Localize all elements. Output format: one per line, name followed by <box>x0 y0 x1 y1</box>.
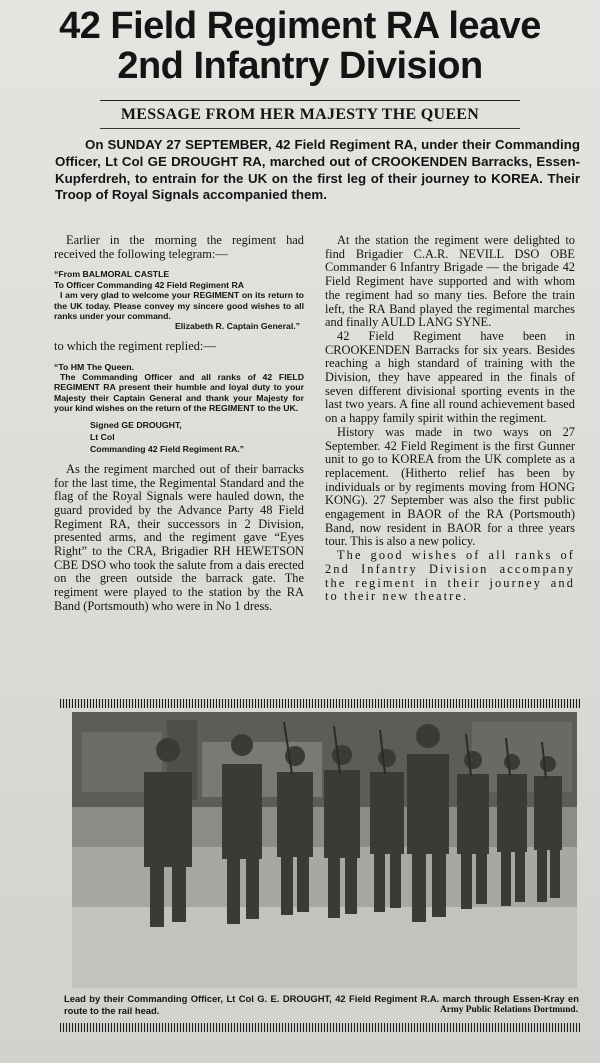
photo-credit: Army Public Relations Dortmund. <box>439 1005 578 1015</box>
photo-border-top <box>60 699 580 708</box>
telegram-from-queen <box>54 269 304 331</box>
subheading-rule <box>100 128 520 129</box>
paragraph: As the regiment marched out of their barracks for the last time, the Regimental Standard and the flag of the Royal Signals were hauled down, the guard provided by the Advance Party 48 Field Regiment RA, their successors in 2 Division, presented arms, and the regiment gave “Eyes Right” to the CRA, Brigadier RH HEWETSON CBE DSO who took the salute from a dais erected on the green outside the barrack gate. The regiment were played to the station by the RA Band (Portsmouth) who were in No 1 dress. <box>54 461 304 613</box>
subheading: MESSAGE FROM HER MAJESTY THE QUEEN <box>120 106 480 123</box>
headline-rule <box>100 100 520 101</box>
left-column <box>54 234 304 614</box>
telegram-line: “To HM The Queen. <box>54 361 134 372</box>
telegram-reply <box>54 362 304 455</box>
paragraph: History was made in two ways on 27 September. 42 Field Regiment is the first Gunner unit to go to KOREA from the UK complete as a replacement. (Hitherto relief has been by individuals or by regiments moving from HONG KONG). 27 September was also the first public engagement in BAOR of the RA (Portsmouth) Band, now resident in BAOR for a three years tour. This is also a new policy. <box>325 424 575 549</box>
telegram-signature: Signed GE DROUGHT, <box>90 419 182 430</box>
photo-caption: Lead by their Commanding Officer, Lt Col G. E. DROUGHT, 42 Field Regiment R.A. march through Essen-Kray en route to the rail head. <box>64 993 579 1016</box>
paragraph: The good wishes of all ranks of 2nd Infantry Division accompany the regiment in their journey and to their new theatre. <box>325 548 575 604</box>
photo-illustration <box>72 712 577 988</box>
photo-marching-soldiers <box>72 712 577 988</box>
telegram-body: The Commanding Officer and all ranks of 42 FIELD REGIMENT RA present their humble and loyal duty to your Majesty their Captain General and thank your Majesty for your kind wishes on the return of the REGIMENT to the UK. <box>54 371 304 414</box>
photo-border-bottom <box>60 1023 580 1032</box>
telegram-signature: Lt Col <box>90 431 115 442</box>
right-column <box>325 234 575 604</box>
paragraph: 42 Field Regiment have been in CROOKENDEN Barracks for six years. Besides reaching a high standard of training with the Division, they have appeared in the finals of seven different divisional sporting events in the last two years. A fine all round achievement based on a happy family spirit within the regiment. <box>325 328 575 426</box>
telegram-signature: Elizabeth R. Captain General.” <box>174 321 300 332</box>
paragraph: Earlier in the morning the regiment had received the following telegram:— <box>54 233 304 261</box>
telegram-body: I am very glad to welcome your REGIMENT on its return to the UK today. Please convey my sincere good wishes to all ranks under your command. <box>54 290 304 322</box>
lead-paragraph: On SUNDAY 27 SEPTEMBER, 42 Field Regiment RA, under their Commanding Officer, Lt Col GE DROUGHT RA, marched out of CROOKENDEN Barracks, Essen-Kupferdreh, to entrain for the UK on the first leg of their journey to KOREA. Their Troop of Royal Signals accompanied them. <box>55 137 580 203</box>
telegram-line: To Officer Commanding 42 Field Regiment RA <box>54 279 245 290</box>
paragraph: At the station the regiment were delighted to find Brigadier C.A.R. NEVILL DSO OBE Commander 6 Infantry Brigade — the brigade 42 Field Regiment have supported and with whom the regiment had so many ties. Before the train left, the RA Band played the regimental marches and finally AULD LANG SYNE. <box>325 233 575 330</box>
telegram-line: “From BALMORAL CASTLE <box>54 269 170 280</box>
telegram-signature: Commanding 42 Field Regiment RA.” <box>90 444 244 455</box>
paragraph: to which the regiment replied:— <box>54 338 216 353</box>
headline: 42 Field Regiment RA leave 2nd Infantry Division <box>59 5 541 87</box>
